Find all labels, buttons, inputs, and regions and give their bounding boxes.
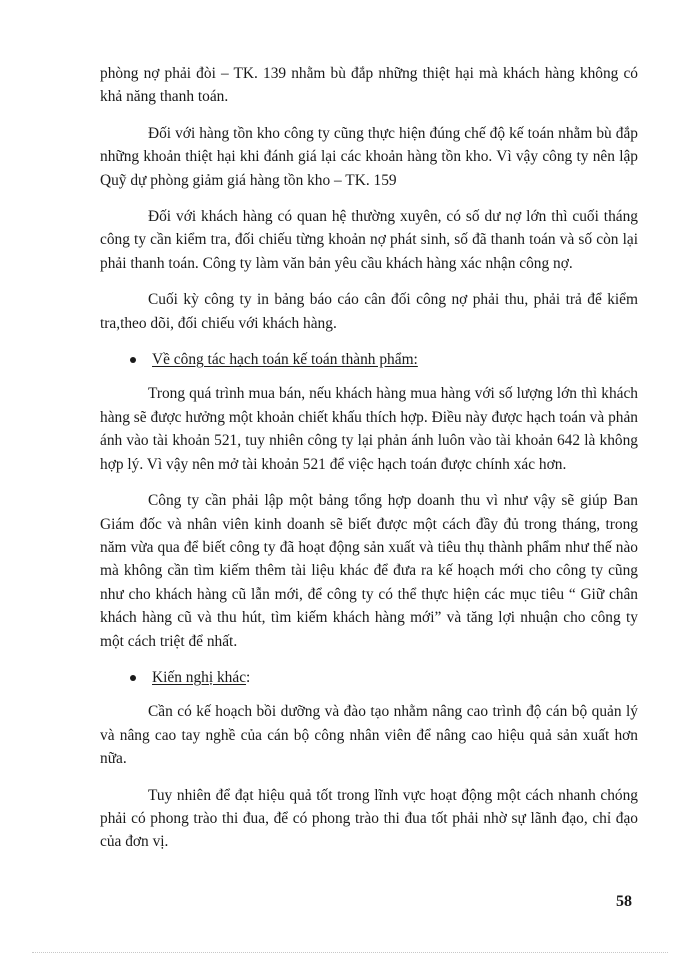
heading-other-text: Kiến nghị khác [152, 668, 247, 686]
heading-other-colon: : [246, 668, 251, 686]
bullet-icon [130, 675, 136, 681]
paragraph-8: Tuy nhiên để đạt hiệu quả tốt trong lĩnh vực hoạt động một cách nhanh chóng phải có phong trào thi đua, để có phong trào thi đua tốt phải nhờ sự lãnh đạo, chỉ đạo của đơn vị. [100, 786, 638, 851]
page-number: 58 [616, 893, 632, 910]
paragraph-2: Đối với hàng tồn kho công ty cũng thực hiện đúng chế độ kế toán nhằm bù đắp những khoản thiệt hại khi đánh giá lại các khoản hàng tồn kho. Vì vậy công ty nên lập Quỹ dự phòng giảm giá hàng tồn kho – TK. 159 [100, 124, 638, 189]
heading-accounting-text: Về công tác hạch toán kế toán thành phẩm: [152, 351, 418, 369]
paragraph-6: Công ty cần phải lập một bảng tổng hợp doanh thu vì như vậy sẽ giúp Ban Giám đốc và nhân viên kinh doanh sẽ biết được một cách đầy đủ trong tháng, trong năm vừa qua để biết công ty đã hoạt động sản xuất và tiêu thụ thành phẩm như thế nào mà không cần tìm kiếm thêm tài liệu khác để đưa ra kế hoạch mới cho công ty cũng như cho khách hàng cũ lẫn mới, để công ty có thể thực hiện các mục tiêu “ Giữ chân khách hàng cũ và thu hút, tìm kiếm khách hàng mới” và tăng lợi nhuận cho công ty một cách triệt để nhất. [100, 492, 638, 650]
paragraph-3: Đối với khách hàng có quan hệ thường xuyên, có số dư nợ lớn thì cuối tháng công ty cần kiểm tra, đối chiếu từng khoản nợ phát sinh, số đã thanh toán và số còn lại phải thanh toán. Công ty làm văn bản yêu cầu khách hàng xác nhận công nợ. [100, 208, 638, 272]
bullet-icon [130, 357, 136, 363]
paragraph-7: Cần có kế hoạch bồi dưỡng và đào tạo nhằm nâng cao trình độ cán bộ quản lý và nâng cao tay nghề của cán bộ công nhân viên để nâng cao hiệu quả sản xuất hơn nữa. [100, 703, 638, 768]
paragraph-5: Trong quá trình mua bán, nếu khách hàng mua hàng với số lượng lớn thì khách hàng sẽ được hưởng một khoản chiết khấu thích hợp. Điều này được hạch toán và phản ánh vào tài khoản 521, tuy nhiên công ty lại phản ánh luôn vào tài khoản 642 là không hợp lý. Vì vậy nên mở tài khoản 521 để việc hạch toán được chính xác hơn. [100, 385, 638, 473]
section-heading-other [100, 666, 638, 689]
paragraph-4: Cuối kỳ công ty in bảng báo cáo cân đối công nợ phải thu, phải trả để kiểm tra,theo dõi, đối chiếu với khách hàng. [100, 291, 638, 332]
document-body [100, 62, 638, 867]
paragraph-1: phòng nợ phải đòi – TK. 139 nhằm bù đắp những thiệt hại mà khách hàng không có khả năng thanh toán. [100, 65, 638, 106]
section-heading-accounting [100, 348, 638, 371]
footer-divider [32, 952, 668, 953]
